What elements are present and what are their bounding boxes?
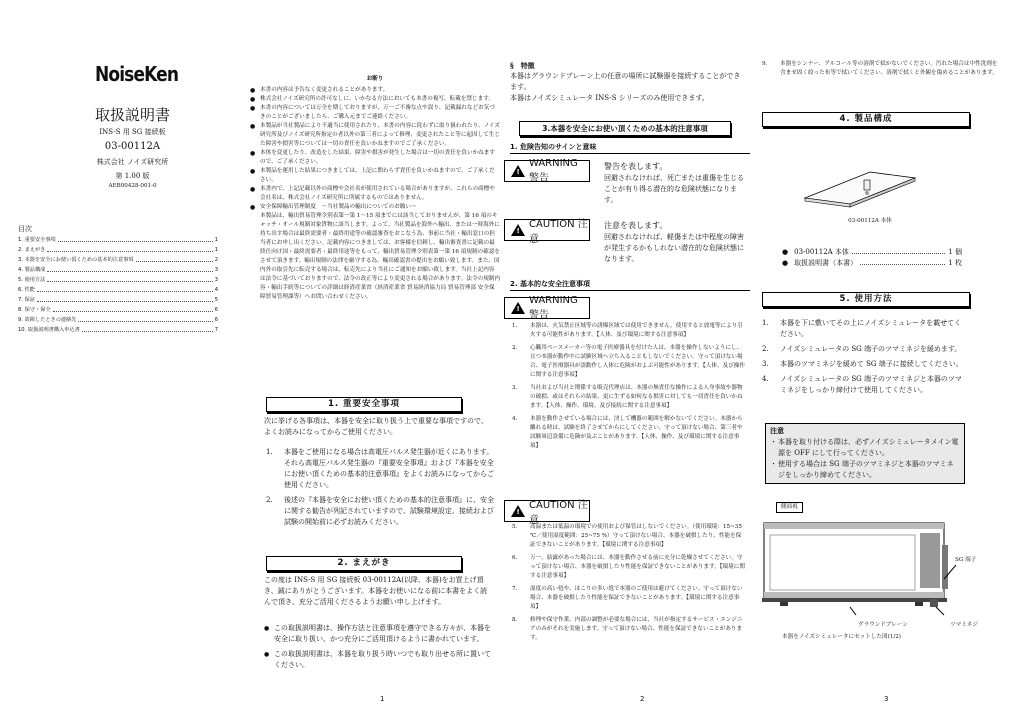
notice-item: ● 本書内で、上記記載以外の商標や会社名が使用されている場合がありますが、これらの商標や会社名は、株式会社ノイズ研究所に所属するものではありません。 xyxy=(250,185,500,203)
part-name: 取扱説明書（本書） xyxy=(794,259,858,267)
edition: 第 1.00 版 xyxy=(115,172,150,180)
warning-sign-2 xyxy=(504,297,590,319)
item-text: 万一、結露があった場合には、本器を動作させる前に充分に乾燥させてください。守って頂けない場合、本器を破損したり性能を保証できないことがあります。【環境に関する注意事項】 xyxy=(530,555,745,579)
item-number: 4. xyxy=(762,375,769,383)
item-text: 後述の『本器を安全にお使い頂くための基本的注意事項』に、安全に関する勧告が列記されていますので、試験環境設定、接続および試験の開始前に必ずお読みください。 xyxy=(284,496,494,526)
toc-leader xyxy=(136,255,213,262)
caution-triangle-icon: ! xyxy=(511,505,525,517)
list-item xyxy=(760,374,965,396)
page1-right-column xyxy=(250,75,500,302)
caution-description: 回避されなければ、軽傷または中程度の障害が発生するかもしれない潜在的な危険状態になります。 xyxy=(604,233,744,263)
list-item xyxy=(264,495,494,528)
toc-leader xyxy=(58,235,213,242)
toc-row xyxy=(18,255,218,265)
doc-code: AEB00428-001-0 xyxy=(108,183,157,189)
side-view-diagram xyxy=(760,515,1000,625)
section-5-heading: 5. 使用方法 xyxy=(762,292,970,307)
figure-2-caption: 本器をノイズシミュレータにセットした図(1/2) xyxy=(782,634,901,640)
list-item xyxy=(510,585,746,612)
list-item xyxy=(510,554,746,581)
list-item xyxy=(510,344,746,380)
toc-leader xyxy=(47,265,212,272)
usage-steps xyxy=(760,318,965,400)
note-text: 使用する場合は SG 端子のツマミネジと本器のツマミネジをしっかり締めてください。 xyxy=(778,460,954,479)
section-3-heading: 3.本器を安全にお使い頂くための基本的注意事項 xyxy=(519,121,731,136)
parts-list xyxy=(782,247,962,269)
subsection-basic-safety: 2. 基本的な安全注意事項 xyxy=(510,280,590,288)
caution-label-2: CAUTION 注意 xyxy=(529,500,588,526)
item-number: 3. xyxy=(762,360,769,368)
rule xyxy=(510,290,750,291)
item-text: 本器のツマミネジを緩めて SG 端子に接続してください。 xyxy=(780,360,963,368)
toc-row xyxy=(18,295,218,305)
warning-sign xyxy=(504,160,590,182)
item-text: 高温または低温の環境での使用および保管はしないでください。（使用環境：15~35 ℃／使用湿度範囲：25~75 %）守って頂けない場合、本器を破損したり、性能を保証できないことがあります。【環境に関する注意事項】 xyxy=(530,524,742,548)
toc-label: 10. 取扱説明書購入申込書 xyxy=(18,327,80,333)
item-text: 湿度の高い処や、ほこりの多い処で本器のご使用は避けてください。守って頂けない場合、本器を破損したり性能を保証できないことがあります。【環境に関する注意事項】 xyxy=(530,586,743,610)
part-row xyxy=(782,247,962,258)
list-item xyxy=(510,415,746,451)
note-box xyxy=(765,423,965,484)
caution-items xyxy=(510,523,746,647)
toc-leader xyxy=(53,305,213,312)
part-qty: 1 個 xyxy=(948,248,962,256)
manual-title: 取扱説明書 xyxy=(94,106,170,124)
part-row xyxy=(782,258,962,269)
item-text: 本器を動作させている場合には、決して機器の範囲を解かないでください。本器から離れる時は、試験を終了させてからにしてください。守って頂けない場合、第三者や試験周辺設備に危険が及ぶことがあります。【人体、操作、及び環境に関する注意事項】 xyxy=(530,416,743,449)
caution-triangle-icon: ! xyxy=(511,224,525,236)
item-number: 2. xyxy=(762,345,769,353)
bullet-icon: ・ xyxy=(770,438,777,446)
part-name: 03-00112A 本体 xyxy=(794,248,849,256)
features-text-2: 本器はノイズシミュレータ INS-S シリーズのみ使用できます。 xyxy=(510,94,709,102)
warning-description: 回避されなければ、死亡または重傷を生じることが有り得る潜在的な危険状態になります。 xyxy=(604,174,744,204)
toc-page: 3 xyxy=(214,267,218,273)
toc-leader xyxy=(78,315,212,322)
toc-row xyxy=(18,305,218,315)
toc-leader xyxy=(37,285,213,292)
item-text: 本器をご使用になる場合は高電圧パルス発生器が近くにあります。それら高電圧パルス発生器の『重要安全事項』および『本器を安全にお使い頂くための基本的注意事項』をよくお読みになってからご使用ください。 xyxy=(284,448,494,489)
toc-label: 9. 故障したときの連絡先 xyxy=(18,317,77,323)
toc-page: 4 xyxy=(214,287,218,293)
section-1-heading: 1. 重要安全事項 xyxy=(266,397,462,412)
toc-leader xyxy=(47,245,212,252)
list-item xyxy=(510,523,746,550)
item-text: 本器は、火気禁止区域等の誘爆区域では使用できません。使用すると放電等により引火する可能性があります。【人体、及び環境に関する注意事項】 xyxy=(530,323,743,338)
item-number: 3. xyxy=(512,385,518,391)
table-of-contents xyxy=(18,235,218,335)
toc-label: 6. 性能 xyxy=(18,287,35,293)
list-item xyxy=(760,318,965,340)
toc-label: 5. 使用方法 xyxy=(18,277,46,283)
rule xyxy=(510,153,750,154)
section-4-heading: 4. 製品構成 xyxy=(762,112,970,127)
section-1-list xyxy=(264,447,494,532)
list-item xyxy=(264,447,494,491)
warning-triangle-icon: ! xyxy=(511,165,525,177)
item-number: 4. xyxy=(512,416,518,422)
toc-leader xyxy=(37,295,213,302)
toc-page: 2 xyxy=(214,257,218,263)
item-number: 2. xyxy=(512,345,518,351)
toc-row xyxy=(18,235,218,245)
item-number: 1. xyxy=(512,323,518,329)
toc-page: 1 xyxy=(214,237,218,243)
section-2-heading: 2. まえがき xyxy=(266,556,462,571)
toc-row xyxy=(18,325,218,335)
toc-page: 3 xyxy=(214,277,218,283)
notice-item: ● 株式会社ノイズ研究所の許可なしに、いかなる方法においても本書の複写、転載を禁じます。 xyxy=(250,95,500,104)
list-item xyxy=(760,359,965,370)
part-qty: 1 枚 xyxy=(948,259,962,267)
toc-label: 7. 保証 xyxy=(18,297,35,303)
list-item xyxy=(510,322,746,340)
toc-row xyxy=(18,315,218,325)
part-leader xyxy=(852,247,945,254)
list-item: 9. 本器をシンナー、アルコール等の溶剤で拭かないでください。汚れた場合は中性洗剤を含ませ固く絞った布等で拭いてください。溶剤で拭くと外観を傷めることがあります。 xyxy=(762,61,998,76)
toc-page: 6 xyxy=(214,307,218,313)
item-text: 当社および当社と関係する販売代理店は、本器の無責任な操作による人身事故や器物の破損、或はそれらの結果、更に生ずる如何なる損害に対しても一切責任を負いかねます。【人体、操作、環境、及び接続に関する注意事項】 xyxy=(530,385,743,409)
note-item xyxy=(770,459,960,481)
toc-label: 3. 本器を安全にお使い頂くための基本的注意事項 xyxy=(18,257,134,263)
page-number: 1 xyxy=(380,695,385,703)
sg-terminal-label: SG 端子 xyxy=(955,557,977,563)
toc-page: 7 xyxy=(214,327,218,333)
item-number: 5. xyxy=(512,524,518,530)
item-text: ノイズシミュレータの SG 端子のツマミネジと本器のツマミネジをしっかり締付けて使用してください。 xyxy=(780,375,962,394)
toc-row xyxy=(18,245,218,255)
warning-label: WARNING 警告 xyxy=(529,158,578,184)
features-heading: § 特徴 xyxy=(510,61,535,70)
notice-item: ● 本製品を運用した結果につきましては、上記に関わらず責任を負いかねますので、ご了承ください。 xyxy=(250,167,500,185)
note-heading: 注意 xyxy=(770,427,784,435)
item-text: 修理や保守作業、内部の調整が必要な場合には、当社が指定するサービス・エンジニアのみがそれを実施します。守って頂けない場合、性能を保証できないことがあります。 xyxy=(530,617,743,641)
item-text: 心臓用ペースメーカー等の電子医療器具を付けた人は、本器を操作しないようにし、且つ本器が動作中に試験区域へ立ち入ることもしないでください。守って頂けない場合、電子医療器具が誤動作し人体に危険がおよぶ可能性があります。【人体、及び操作に関する注意事項】 xyxy=(530,345,745,378)
bullet-icon: ● xyxy=(782,259,789,267)
toc-title: 目次 xyxy=(18,225,32,233)
company-name: 株式会社 ノイズ研究所 xyxy=(96,158,169,166)
item-9 xyxy=(760,60,1000,78)
bullet-icon: ・ xyxy=(770,460,777,468)
toc-page: 1 xyxy=(214,247,218,253)
section-1-intro: 次に挙げる各事項は、本器を安全に取り扱う上で重要な事項ですので、よくお読みになってからご使用ください。 xyxy=(264,417,488,436)
toc-page: 5 xyxy=(214,297,218,303)
caution-label: CAUTION 注意 xyxy=(529,219,588,245)
notice-list xyxy=(250,86,500,212)
page-number: 3 xyxy=(884,695,889,703)
warning-triangle-icon: ! xyxy=(511,302,525,314)
knob-screw-label: ツマミネジ xyxy=(950,622,978,628)
company-logo: NoiseKen xyxy=(95,62,179,86)
section-2-intro: この度は INS-S 用 SG 接続板 03-00112A(以降、本器)をお買上げ頂き、誠にありがとうございます。本器をお使いになる前に本書をよく読んで頂き、充分ご活用くださるようお願い申し上げます。 xyxy=(264,576,488,606)
figure-1-caption: 03-00112A 本体 xyxy=(848,218,892,224)
toc-leader xyxy=(82,325,213,332)
item-text: 本器を下に敷いてその上にノイズシミュレータを載せてください。 xyxy=(780,319,962,338)
item-number: 1. xyxy=(266,448,273,456)
list-item xyxy=(510,384,746,411)
toc-page: 6 xyxy=(214,317,218,323)
ground-plane-label: グラウンドプレーン xyxy=(858,622,908,628)
notice-item: ● 本書の内容については万全を期しておりますが、万一ご不審な点や誤り、記載漏れなどお気づきのことがございましたら、ご購入元までご連絡ください。 xyxy=(250,104,500,122)
model-number: 03-00112A xyxy=(104,141,161,152)
notice-item: ● 本書の内容は予告なく変更されることがあります。 xyxy=(250,86,500,95)
page2-column xyxy=(510,60,745,104)
item-number: 8. xyxy=(512,617,518,623)
caution-sign xyxy=(504,219,590,245)
export-text: 本製品は、輸出貿易管理令別表第一第 1～15 項までには該当しておりませんが、第 16 項のキャッチ・オール規制対象貨物に該当します。よって、当社製品を海外へ輸出、または一時海外に持ち出す場合は最終需要者・最終用途等の確認審査をおこなう為、事前に当社・輸出窓口の担当者にお申し出ください。記載内容につきましては、お客様を信頼し、輸出審査書に記載の最終仕向け国・最終需要者・最終用途等をもって、輸出貿易管理令別表第一第 16 項規制の確認をさせて頂きます。輸出規制の法律を厳守する為、輸出確認書の提出をお願い致します。また、国内外の取引先に転売する場合は、転売先により当社にご通知をお願い致します。当社上記内容は法令に基づいておりますので、法令の改正等により変更される場合があります。法令の規制内容・輸出手続等についての詳細は経済産業省（経済産業省 貿易経済協力局 貿易管理部 安全保障貿易管理課等）へお問い合わせください。 xyxy=(260,213,500,300)
toc-row xyxy=(18,285,218,295)
toc-label: 4. 製品構成 xyxy=(18,267,46,273)
toc-row xyxy=(18,265,218,275)
toc-leader xyxy=(47,275,212,282)
item-text: ノイズシミュレータの SG 端子のツマミネジを緩めます。 xyxy=(780,345,962,353)
part-leader xyxy=(860,258,945,265)
item-number: 2. xyxy=(266,496,273,504)
caution-heading: 注意を表します。 xyxy=(604,221,668,230)
features-text-1: 本器はグラウンドプレーン上の任意の場所に試験器を接続することができます。 xyxy=(510,72,741,91)
section-2-list xyxy=(264,623,494,675)
bullet-icon: ● xyxy=(782,248,789,256)
list-item xyxy=(510,616,746,643)
toc-label: 1. 重要安全事項 xyxy=(18,237,56,243)
item-number: 7. xyxy=(512,586,518,592)
list-item xyxy=(760,344,965,355)
list-item: ● この取扱説明書は、操作方法と注意事項を遵守できる方々が、本器を安全に取り扱い、かつ充分にご活用頂けるように書かれています。 xyxy=(264,623,494,645)
product-name: INS-S 用 SG 接続板 xyxy=(99,128,166,136)
subsection-signs: 1. 危険告知のサインと意味 xyxy=(510,143,597,151)
product-illustration xyxy=(800,160,920,210)
caution-sign-2 xyxy=(504,500,590,526)
notice-title: お断り xyxy=(366,76,384,82)
item-number: 6. xyxy=(512,555,518,561)
toc-row xyxy=(18,275,218,285)
warning-heading: 警告を表します。 xyxy=(604,162,668,171)
toc-label: 8. 保守・保全 xyxy=(18,307,51,313)
notice-item: ● 本体を変更したり、改造をした結果、障害や損害が発生した場合は一切の責任を負いかねますので、ご了承ください。 xyxy=(250,149,500,167)
warning-items xyxy=(510,322,746,455)
notice-item: ● 安全保障輸出管理制度 ～当社製品の輸出についてのお願い～ xyxy=(250,203,500,212)
page-number: 2 xyxy=(640,695,645,703)
item-number: 1. xyxy=(762,319,769,327)
list-item: ● この取扱説明書は、本器を取り扱う時いつでも取り出せる所に置いてください。 xyxy=(264,649,494,671)
warning-label-2: WARNING 警告 xyxy=(529,295,578,321)
notice-item: ● 本製品が当社製品により不適当に使用されたり、本書の内容に従わずに取り扱われたり、ノイズ研究所及びノイズ研究所指定の者以外の第三者によって修理、変更されたこと等に起因して生じた障害や損害等については一切の責任を負いかねますのでご了承ください。 xyxy=(250,122,500,149)
note-item xyxy=(770,437,960,459)
toc-label: 2. まえがき xyxy=(18,247,46,253)
note-text: 本器を取り付ける際は、必ずノイズシミュレータメイン電源を OFF にして行ってください。 xyxy=(778,438,959,457)
side-view-label: 側面視 xyxy=(776,502,803,513)
